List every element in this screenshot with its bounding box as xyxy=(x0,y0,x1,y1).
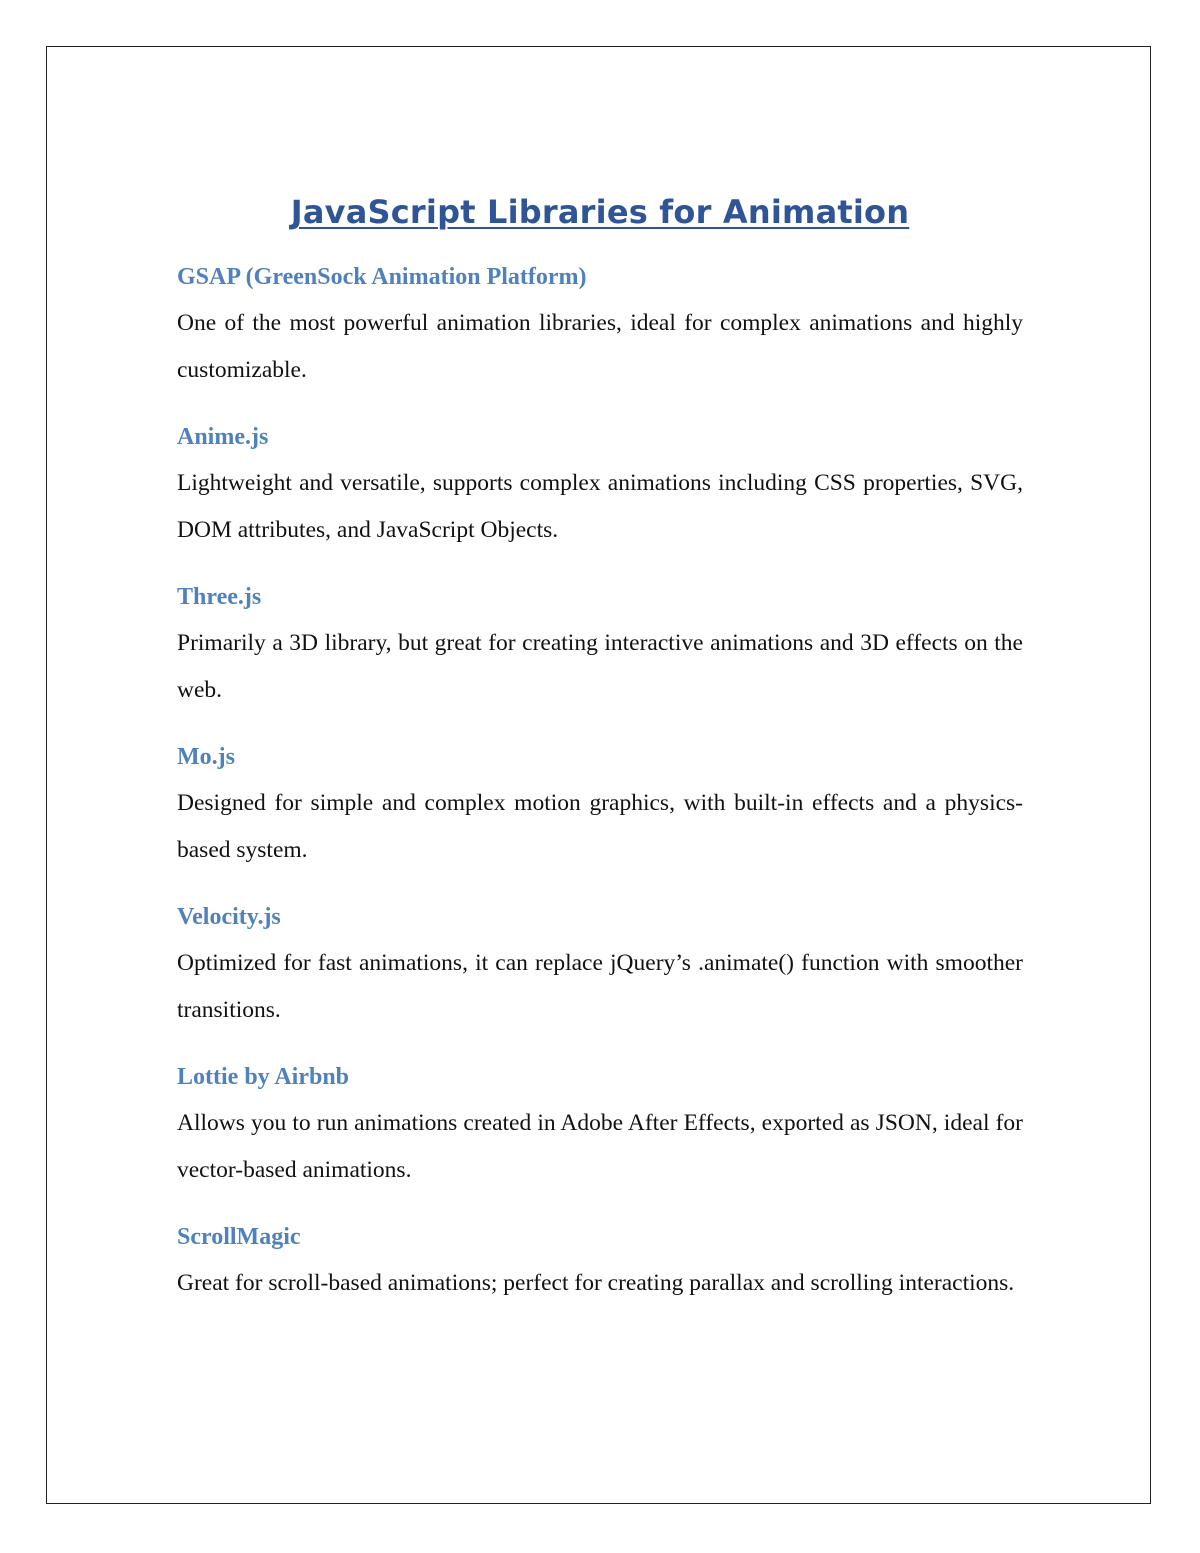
library-heading: Lottie by Airbnb xyxy=(177,1064,350,1090)
library-heading: Three.js xyxy=(177,584,262,610)
library-heading: Mo.js xyxy=(177,744,235,770)
library-description: Primarily a 3D library, but great for creating interactive animations and 3D effects on the web. xyxy=(177,630,1023,703)
library-heading: Anime.js xyxy=(177,424,269,450)
library-description: Great for scroll-based animations; perfect for creating parallax and scrolling interactions. xyxy=(177,1270,1015,1296)
library-entry-lottie xyxy=(177,1060,1023,1194)
library-description: Optimized for fast animations, it can replace jQuery’s .animate() function with smoother transitions. xyxy=(177,950,1023,1023)
document-title: JavaScript Libraries for Animation xyxy=(290,193,910,231)
library-entry-velocityjs xyxy=(177,900,1023,1034)
library-description: Allows you to run animations created in Adobe After Effects, exported as JSON, ideal for vector-based animations. xyxy=(177,1110,1023,1183)
library-entry-mojs xyxy=(177,740,1023,874)
library-description: Designed for simple and complex motion graphics, with built-in effects and a physics-based system. xyxy=(177,790,1023,863)
library-description: One of the most powerful animation libraries, ideal for complex animations and highly customizable. xyxy=(177,310,1023,383)
library-entry-gsap xyxy=(177,260,1023,394)
library-entry-animejs xyxy=(177,420,1023,554)
library-entry-scrollmagic xyxy=(177,1220,1023,1307)
library-description: Lightweight and versatile, supports complex animations including CSS properties, SVG, DOM attributes, and JavaScript Objects. xyxy=(177,470,1023,543)
document-body xyxy=(177,186,1023,1333)
library-heading: ScrollMagic xyxy=(177,1224,301,1250)
library-heading: GSAP (GreenSock Animation Platform) xyxy=(177,264,587,290)
library-entry-threejs xyxy=(177,580,1023,714)
library-heading: Velocity.js xyxy=(177,904,281,930)
